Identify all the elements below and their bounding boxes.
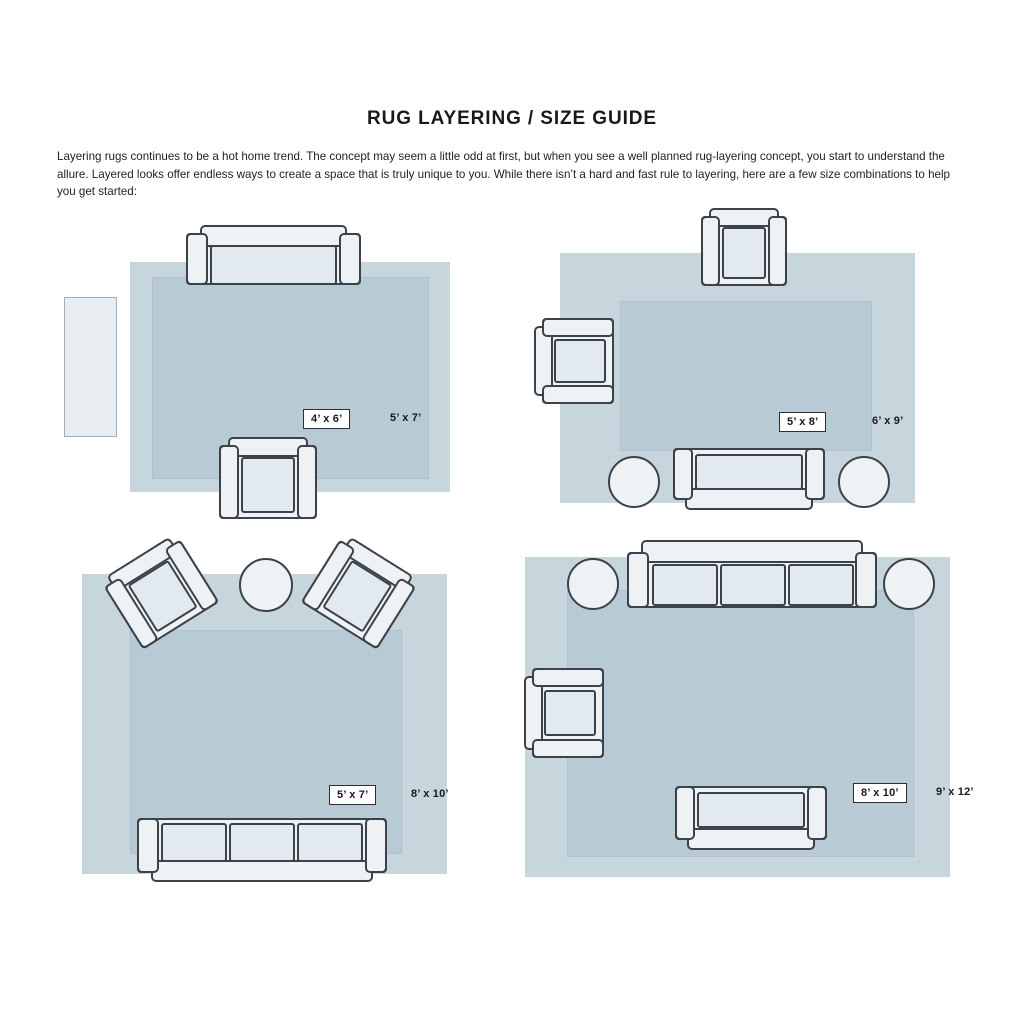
loveseat-bottom — [675, 786, 827, 858]
label-inner-size: 5’ x 7’ — [329, 785, 376, 805]
diagram-bottom-left — [75, 540, 475, 910]
armchair-bottom — [219, 437, 317, 521]
armchair-left — [524, 668, 604, 758]
label-inner-size: 8’ x 10’ — [853, 783, 907, 803]
side-table-left — [608, 456, 660, 508]
page-title: RUG LAYERING / SIZE GUIDE — [367, 108, 657, 129]
label-inner-size: 4’ x 6’ — [303, 409, 350, 429]
sofa-top — [186, 225, 361, 297]
side-table-right — [883, 558, 935, 610]
round-table — [239, 558, 293, 612]
armchair-top — [701, 208, 787, 288]
label-outer-size: 6’ x 9’ — [872, 415, 904, 427]
console-table — [64, 297, 117, 437]
sofa-bottom — [137, 818, 387, 890]
inner-rug-area — [620, 301, 872, 451]
label-inner-size: 5’ x 8’ — [779, 412, 826, 432]
label-outer-size: 8’ x 10’ — [411, 788, 449, 800]
side-table-right — [838, 456, 890, 508]
side-table-left — [567, 558, 619, 610]
label-outer-size: 9’ x 12’ — [936, 786, 974, 798]
intro-paragraph: Layering rugs continues to be a hot home trend. The concept may seem a little odd at first, but when you see a well planned rug-layering concept, you start to understand the allure. Layered looks offer endless ways to create a space that is truly unique to you. While there isn’t a hard and fast rule to layering, here are a few size combinations to help you get started: — [57, 150, 950, 198]
diagram-bottom-right — [505, 540, 995, 900]
sofa-bottom — [673, 448, 825, 518]
armchair-left — [534, 318, 614, 404]
diagram-top-left — [55, 225, 455, 525]
diagram-top-right — [520, 208, 980, 528]
label-outer-size: 5’ x 7’ — [390, 412, 422, 424]
sofa-top — [627, 540, 877, 612]
